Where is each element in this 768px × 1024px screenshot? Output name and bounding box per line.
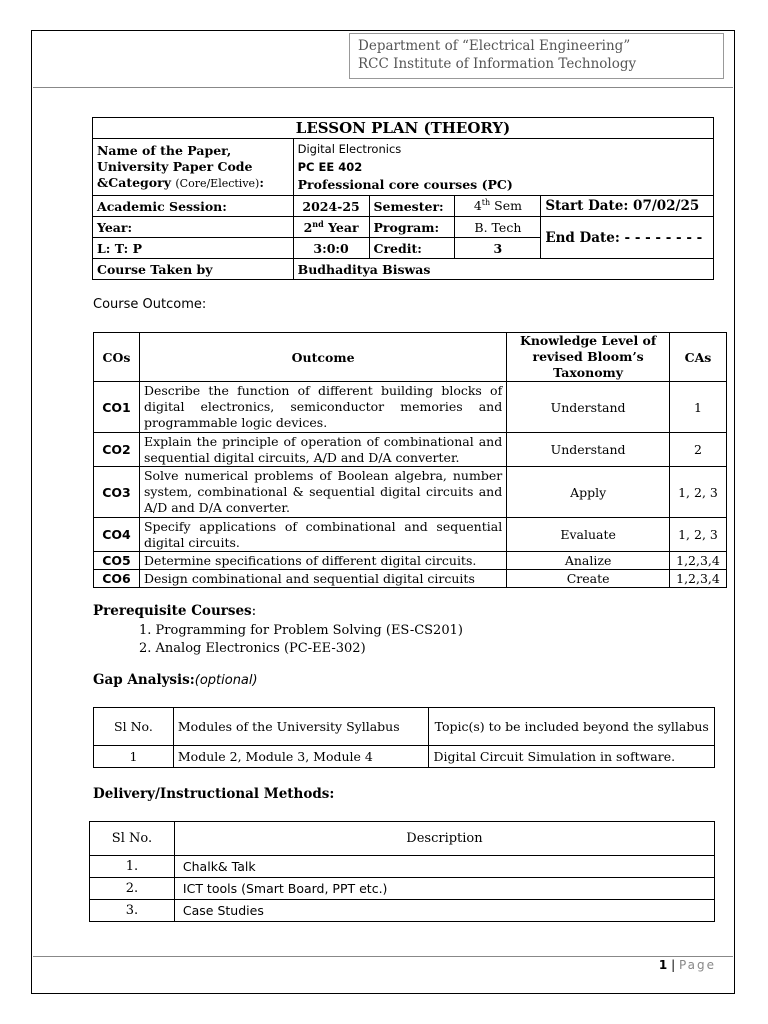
- ltp-value: 3:0:0: [293, 238, 369, 259]
- delivery-header-description: Description: [174, 822, 714, 856]
- course-outcome-table: [93, 332, 727, 588]
- table-row: CO2 Explain the principle of operation of combinational and sequential digital circuits, A/D and D/A converter. Understand 2: [94, 433, 727, 467]
- ltp-label: L: T: P: [93, 238, 294, 259]
- table-row: 1 Module 2, Module 3, Module 4 Digital Circuit Simulation in software.: [94, 746, 715, 768]
- course-taken-by-label: Course Taken by: [93, 259, 294, 280]
- co-header-level: Knowledge Level of revised Bloom’s Taxonomy: [507, 333, 670, 382]
- footer-divider: [33, 956, 733, 957]
- academic-session-value: 2024-25: [293, 196, 369, 217]
- gap-header-topics: Topic(s) to be included beyond the syllabus: [429, 708, 715, 746]
- lesson-plan-table: [92, 117, 714, 280]
- gap-analysis-table: [93, 707, 715, 768]
- table-row: CO3 Solve numerical problems of Boolean algebra, number system, combinational & sequential digital circuits and A/D and D/A converter. Apply 1, 2, 3: [94, 467, 727, 518]
- gap-header-modules: Modules of the University Syllabus: [173, 708, 429, 746]
- delivery-methods-table: [89, 821, 715, 922]
- table-row: CO6 Design combinational and sequential digital circuits Create 1,2,3,4: [94, 570, 727, 588]
- co-header-cas: CAs: [670, 333, 727, 382]
- co-header-cos: COs: [94, 333, 140, 382]
- table-row: CO5 Determine specifications of different digital circuits. Analize 1,2,3,4: [94, 552, 727, 570]
- semester-value: 4th Sem: [455, 196, 541, 217]
- year-label: Year:: [93, 217, 294, 238]
- table-row: 2. ICT tools (Smart Board, PPT etc.): [90, 878, 715, 900]
- credit-value: 3: [455, 238, 541, 259]
- paper-name: Digital Electronics: [297, 142, 402, 156]
- start-date: Start Date: 07/02/25: [541, 196, 714, 217]
- academic-session-label: Academic Session:: [93, 196, 294, 217]
- institute-name: RCC Institute of Information Technology: [358, 56, 637, 72]
- gap-header-sl: Sl No.: [94, 708, 174, 746]
- credit-label: Credit:: [369, 238, 455, 259]
- header-divider: [33, 87, 733, 88]
- paper-label: Name of the Paper, University Paper Code &Category (Core/Elective):: [93, 139, 294, 196]
- paper-code: PC EE 402: [297, 160, 363, 174]
- page-footer: 1 | Page: [658, 958, 716, 972]
- course-outcome-label: Course Outcome:: [93, 297, 207, 312]
- delivery-header-sl: Sl No.: [90, 822, 175, 856]
- co-header-outcome: Outcome: [139, 333, 506, 382]
- table-row: 3. Case Studies: [90, 900, 715, 922]
- list-item: 2. Analog Electronics (PC-EE-302): [139, 641, 366, 656]
- prerequisite-list: [139, 622, 463, 658]
- end-date: End Date: - - - - - - - -: [541, 217, 714, 259]
- prerequisite-heading: Prerequisite Courses:: [93, 603, 257, 619]
- paper-details: [293, 139, 713, 196]
- paper-category: Professional core courses (PC): [297, 177, 513, 192]
- table-row: 1. Chalk& Talk: [90, 856, 715, 878]
- year-value: 2nd Year: [293, 217, 369, 238]
- program-label: Program:: [369, 217, 455, 238]
- table-row: CO4 Specify applications of combinational and sequential digital circuits. Evaluate 1, 2, 3: [94, 518, 727, 552]
- department-header: [349, 33, 724, 79]
- lesson-plan-title: LESSON PLAN (THEORY): [93, 118, 714, 139]
- table-row: CO1 Describe the function of different building blocks of digital electronics, semiconductor memories and programmable logic devices. Understand 1: [94, 382, 727, 433]
- semester-label: Semester:: [369, 196, 455, 217]
- program-value: B. Tech: [455, 217, 541, 238]
- delivery-heading: Delivery/Instructional Methods:: [93, 786, 335, 802]
- list-item: 1. Programming for Problem Solving (ES-CS201): [139, 623, 463, 638]
- department-name: Department of “Electrical Engineering”: [358, 38, 631, 54]
- gap-analysis-heading: Gap Analysis:(optional): [93, 672, 258, 688]
- course-taken-by-value: Budhaditya Biswas: [293, 259, 713, 280]
